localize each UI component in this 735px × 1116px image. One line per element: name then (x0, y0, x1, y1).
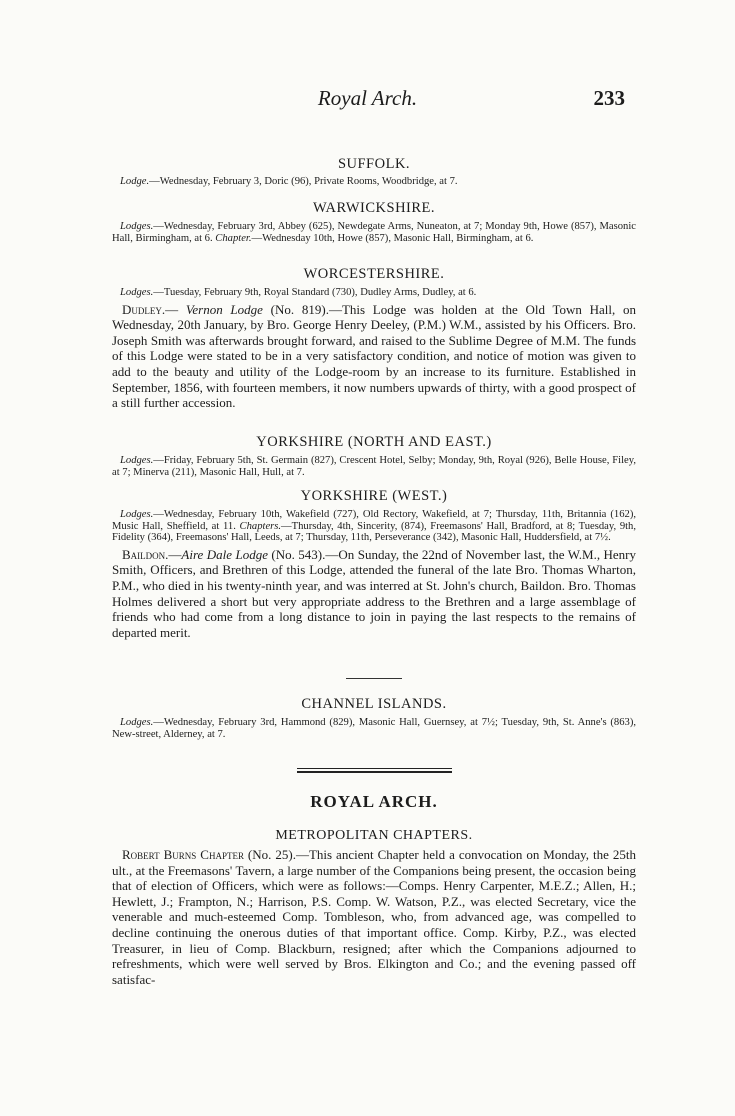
separator (112, 678, 636, 679)
lodge-notice (112, 717, 636, 740)
report-lodge: Aire Dale Lodge (181, 546, 268, 562)
notice-label: Chapters. (239, 520, 282, 532)
county-heading: CHANNEL ISLANDS. (301, 696, 447, 712)
notice-label: Lodges. (120, 287, 154, 298)
notice-text: —Wednesday, February 10th, Wakefield (727), Old Rectory, Wakefield, at 7; Thursday, 11th, Britannia (162), Music Hall, Sheffield, at 11. (112, 509, 636, 532)
section-worcestershire (112, 266, 636, 411)
county-heading: WORCESTERSHIRE. (303, 266, 445, 282)
notice-label: Lodges. (120, 221, 154, 232)
county-heading: WARWICKSHIRE. (312, 200, 436, 216)
section-suffolk (112, 156, 636, 188)
short-rule (346, 678, 402, 679)
chapter-name: Robert Burns Chapter (122, 847, 244, 862)
notice-text: —Wednesday 10th, Howe (857), Masonic Hall, Birmingham, at 6. (251, 232, 534, 244)
running-title: Royal Arch. (317, 86, 418, 110)
lodge-notice (112, 176, 636, 188)
section-yorkshire-west (112, 488, 636, 640)
notice-text: —Wednesday, February 3rd, Abbey (625), Newdegate Arms, Nuneaton, at 7; Monday 9th, Howe (857), Masonic Hall, Birmingham, at 6. (112, 221, 636, 244)
chapter-report (112, 847, 636, 987)
lodge-notice (112, 287, 636, 299)
lodge-report: Baildon.—Aire Dale Lodge (No. 543).—On Sunday, the 22nd of November last, the W.M., Henry Smith, Officers, and Brethren of this Lodge, attended the funeral of the late Bro. Thomas Wharton, P.M., who died in his twenty-ninth year, and was interred at St. John's church, Baildon. Bro. Thomas Holmes delivered a short but very appropriate address to the Brethren and a large assemblage of friends who had come from a long distance to join in paying the last respects to the remains of departed merit. (112, 546, 636, 640)
lodge-report: Dudley.— Vernon Lodge (No. 819).—This Lodge was holden at the Old Town Hall, on Wednesday, 20th January, by Bro. George Henry Deeley, (P.M.) W.M., assisted by his Officers. Bro. Joseph Smith was afterwards brought forward, and raised to the Sublime Degree of M.M. The funds of this Lodge were stated to be in a very satisfactory condition, and notice of motion was given to add to the beauty and utility of the Lodge-room by an increase to its furniture. Established in September, 1856, with fourteen members, it now numbers upwards of thirty, with a good prospect of a still further accession. (112, 301, 636, 411)
notice-text: —Wednesday, February 3rd, Hammond (829), Masonic Hall, Guernsey, at 7½; Tuesday, 9th, St. Anne's (863), New-street, Alderney, at 7. (112, 717, 636, 740)
section-title: ROYAL ARCH. (310, 792, 438, 811)
notice-text: —Friday, February 5th, St. Germain (827), Crescent Hotel, Selby; Monday, 9th, Royal (926), Belle House, Filey, at 7; Minerva (211), Masonic Hall, Hull, at 7. (112, 455, 636, 478)
report-text: (No. 819).—This Lodge was holden at the Old Town Hall, on Wednesday, 20th January, by Bro. George Henry Deeley, (P.M.) W.M., assisted by his Officers. Bro. Joseph Smith was afterwards brought forward, and raised to the Sublime Degree of M.M. The funds of this Lodge were stated to be in a very satisfactory condition, and notice of motion was given to add to the beauty and utility of the Lodge-room by an increase to its furniture. Established in September, 1856, with fourteen members, it now numbers upwards of thirty, with a good prospect of a still further accession. (112, 301, 636, 411)
notice-label: Lodges. (120, 717, 154, 728)
report-place: Baildon. (122, 546, 169, 562)
notice-text: —Thursday, 4th, Sincerity, (874), Freemasons' Hall, Bradford, at 8; Tuesday, 9th, Fidelity (364), Freemasons' Hall, Leeds, at 7; Thursday, 11th, Perseverance (342), Masonic Hall, Huddersfield, at 7½. (112, 520, 637, 544)
page-number: 233 (593, 86, 625, 110)
report-lodge: Vernon Lodge (185, 301, 263, 317)
county-heading: SUFFOLK. (337, 156, 411, 172)
lodge-notice (112, 221, 636, 244)
county-heading: YORKSHIRE (NORTH AND EAST.) (256, 434, 492, 450)
lodge-notice (112, 455, 636, 478)
report-place: Dudley. (122, 301, 166, 317)
notice-text: —Tuesday, February 9th, Royal Standard (730), Dudley Arms, Dudley, at 6. (153, 287, 477, 298)
section-channel-islands (112, 696, 636, 740)
county-heading: YORKSHIRE (WEST.) (300, 488, 448, 504)
section-warwickshire (112, 200, 636, 244)
section-royal-arch (112, 792, 636, 987)
running-head (0, 86, 735, 116)
notice-text: —Wednesday, February 3, Doric (96), Private Rooms, Woodbridge, at 7. (149, 176, 458, 187)
report-text: (No. 543).—On Sunday, the 22nd of November last, the W.M., Henry Smith, Officers, and Brethren of this Lodge, attended the funeral of the late Bro. Thomas Wharton, P.M., who died in his twenty-ninth year, and was interred at St. John's church, Baildon. Bro. Thomas Holmes delivered a short but very appropriate address to the Brethren and a large assemblage of friends who had come from a long distance to join in paying the last respects to the remains of departed merit. (112, 546, 636, 640)
section-yorkshire-north-east (112, 434, 636, 478)
subsection-heading: METROPOLITAN CHAPTERS. (275, 828, 473, 843)
notice-label: Lodges. (120, 509, 154, 520)
lodge-notice (112, 509, 636, 544)
section-divider (112, 768, 636, 773)
notice-label: Chapter. (215, 232, 252, 244)
notice-label: Lodges. (120, 455, 154, 466)
notice-label: Lodge. (120, 176, 150, 187)
double-rule (297, 768, 452, 773)
report-text: (No. 25).—This ancient Chapter held a convocation on Monday, the 25th ult., at the Freemasons' Tavern, a large number of the Companions being present, the occasion being that of election of Officers, which were as follows:—Comps. Henry Carpenter, M.E.Z.; Allen, H.; Hewlett, J.; Frampton, N.; Harrison, P.S. Comp. W. Watson, P.Z., was elected Secretary, vice the venerable and much-esteemed Comp. Tombleson, who, from advanced age, was compelled to decline continuing the onerous duties of that important office. Comp. Kirby, P.Z., was elected Treasurer, in lieu of Comp. Blackburn, resigned; after which the Companions adjourned to refreshments, which were well served by Bros. Elkington and Co.; and the evening passed off satisfac- (112, 847, 636, 987)
